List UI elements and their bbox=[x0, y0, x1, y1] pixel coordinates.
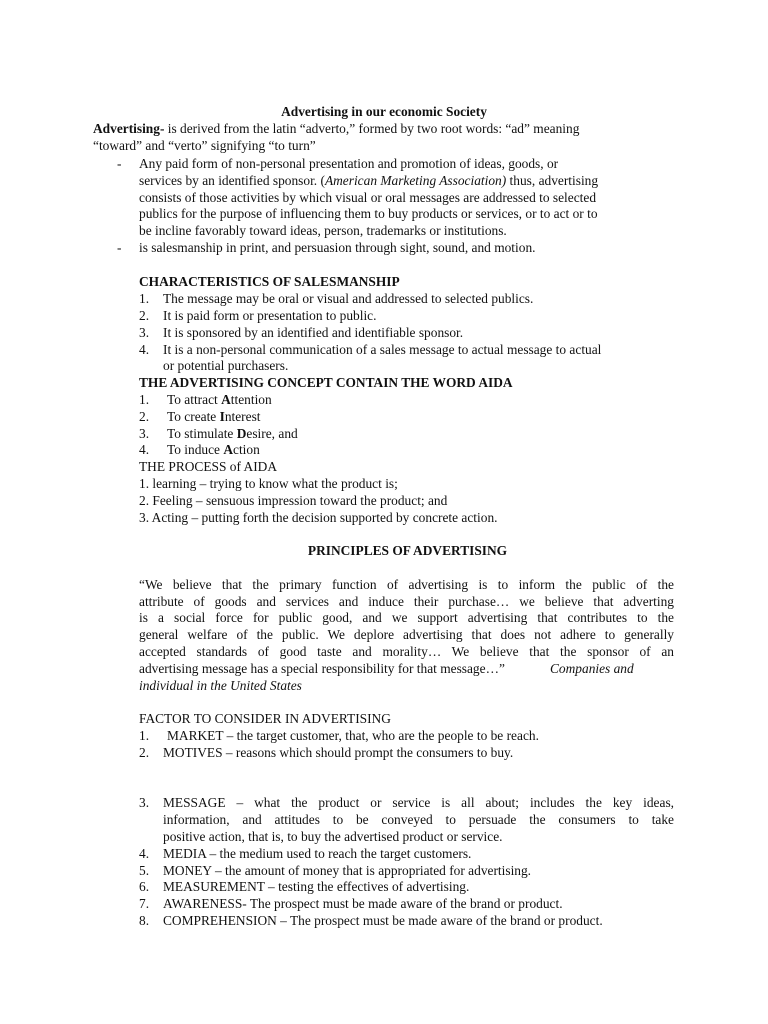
aida-key-letter: A bbox=[223, 442, 233, 457]
aida-key-letter: A bbox=[221, 392, 231, 407]
aida-text: To stimulate bbox=[167, 426, 237, 441]
list-number: 8. bbox=[139, 913, 150, 928]
list-item bbox=[167, 442, 260, 459]
principles-heading: PRINCIPLES OF ADVERTISING bbox=[307, 543, 508, 558]
list-number: 2. bbox=[139, 308, 150, 323]
quote-line: general welfare of the public. We deplore advertising that does not adhere to generally bbox=[139, 627, 674, 642]
definition-line: publics for the purpose of influencing them to buy products or services, or to act or to bbox=[139, 206, 598, 221]
list-item: It is a non-personal communication of a sales message to actual message to actual bbox=[163, 342, 602, 357]
intro-line-1 bbox=[93, 121, 579, 138]
process-item: 3. Acting – putting forth the decision supported by concrete action. bbox=[139, 510, 498, 525]
process-heading: THE PROCESS of AIDA bbox=[139, 459, 278, 474]
list-number: 3. bbox=[139, 325, 150, 340]
list-item: It is sponsored by an identified and identifiable sponsor. bbox=[163, 325, 464, 340]
definition-line: consists of those activities by which visual or oral messages are addressed to selected bbox=[139, 190, 597, 205]
quote-line: is a social force for public good, and we support advertising that contributes to the bbox=[139, 610, 674, 625]
factor-item: MEASUREMENT – testing the effectives of advertising. bbox=[163, 879, 470, 894]
intro-text-1: is derived from the latin “adverto,” formed by two root words: “ad” meaning bbox=[164, 121, 580, 136]
quote-line: advertising message has a special responsibility for that message…” bbox=[139, 661, 505, 676]
aida-key-letter: I bbox=[219, 409, 225, 424]
list-number: 6. bbox=[139, 879, 150, 894]
definition-line bbox=[139, 173, 598, 190]
aida-text: To create bbox=[167, 409, 220, 424]
list-item: The message may be oral or visual and addressed to selected publics. bbox=[163, 291, 534, 306]
list-item bbox=[167, 409, 261, 426]
quote-line: accepted standards of good taste and morality… We believe that the sponsor of an bbox=[139, 644, 674, 659]
factor-item: MARKET – the target customer, that, who are the people to be reach. bbox=[167, 728, 539, 743]
list-number: 5. bbox=[139, 863, 150, 878]
definition-bullet: - bbox=[117, 156, 122, 171]
factor-item: MESSAGE – what the product or service is all about; includes the key ideas, bbox=[163, 795, 674, 810]
aida-text: ction bbox=[233, 442, 260, 457]
factor-item: information, and attitudes to be conveyed to persuade the consumers to take bbox=[163, 812, 674, 827]
list-item bbox=[167, 392, 272, 409]
quote-line: “We believe that the primary function of advertising is to inform the public of the bbox=[139, 577, 674, 592]
list-number: 2. bbox=[139, 409, 150, 424]
factor-item: positive action, that is, to buy the advertised product or service. bbox=[163, 829, 503, 844]
definition-line: is salesmanship in print, and persuasion through sight, sound, and motion. bbox=[139, 240, 536, 255]
aida-text: nterest bbox=[224, 409, 261, 424]
list-item: It is paid form or presentation to public. bbox=[163, 308, 377, 323]
aida-text: ttention bbox=[230, 392, 272, 407]
definition-text: services by an identified sponsor. ( bbox=[139, 173, 325, 188]
process-item: 1. learning – trying to know what the product is; bbox=[139, 476, 398, 491]
intro-line-2: “toward” and “verto” signifying “to turn” bbox=[93, 138, 316, 153]
quote-attribution: Companies and bbox=[550, 661, 634, 676]
definition-line: be incline favorably toward ideas, person, trademarks or institutions. bbox=[139, 223, 507, 238]
factor-item: MOTIVES – reasons which should prompt the consumers to buy. bbox=[163, 745, 514, 760]
process-item: 2. Feeling – sensuous impression toward the product; and bbox=[139, 493, 448, 508]
list-number: 3. bbox=[139, 426, 150, 441]
characteristics-heading: CHARACTERISTICS OF SALESMANSHIP bbox=[139, 274, 400, 289]
list-number: 4. bbox=[139, 442, 150, 457]
list-number: 2. bbox=[139, 745, 150, 760]
list-number: 3. bbox=[139, 795, 150, 810]
list-item-continued: or potential purchasers. bbox=[163, 358, 289, 373]
list-number: 7. bbox=[139, 896, 150, 911]
aida-text: To induce bbox=[167, 442, 224, 457]
list-number: 1. bbox=[139, 392, 150, 407]
aida-key-letter: D bbox=[236, 426, 247, 441]
factor-item: MEDIA – the medium used to reach the target customers. bbox=[163, 846, 472, 861]
factor-item: MONEY – the amount of money that is appropriated for advertising. bbox=[163, 863, 532, 878]
intro-term: Advertising- bbox=[93, 121, 165, 136]
aida-heading: THE ADVERTISING CONCEPT CONTAIN THE WORD AIDA bbox=[139, 375, 513, 390]
factor-item: COMPREHENSION – The prospect must be made aware of the brand or product. bbox=[163, 913, 603, 928]
aida-text: esire, and bbox=[246, 426, 298, 441]
aida-text: To attract bbox=[167, 392, 222, 407]
list-number: 4. bbox=[139, 342, 150, 357]
quote-attribution: individual in the United States bbox=[139, 678, 302, 693]
quote-line: attribute of goods and services and induce their purchase… we believe that adverting bbox=[139, 594, 674, 609]
definition-line: Any paid form of non-personal presentation and promotion of ideas, goods, or bbox=[139, 156, 559, 171]
definition-text: thus, advertising bbox=[506, 173, 599, 188]
factor-item: AWARENESS- The prospect must be made aware of the brand or product. bbox=[163, 896, 563, 911]
list-number: 1. bbox=[139, 291, 150, 306]
document-title: Advertising in our economic Society bbox=[281, 104, 487, 119]
list-number: 4. bbox=[139, 846, 150, 861]
list-item bbox=[167, 426, 298, 443]
factors-heading: FACTOR TO CONSIDER IN ADVERTISING bbox=[139, 711, 391, 726]
list-number: 1. bbox=[139, 728, 150, 743]
definition-bullet: - bbox=[117, 240, 122, 255]
definition-source: American Marketing Association) bbox=[324, 173, 507, 188]
